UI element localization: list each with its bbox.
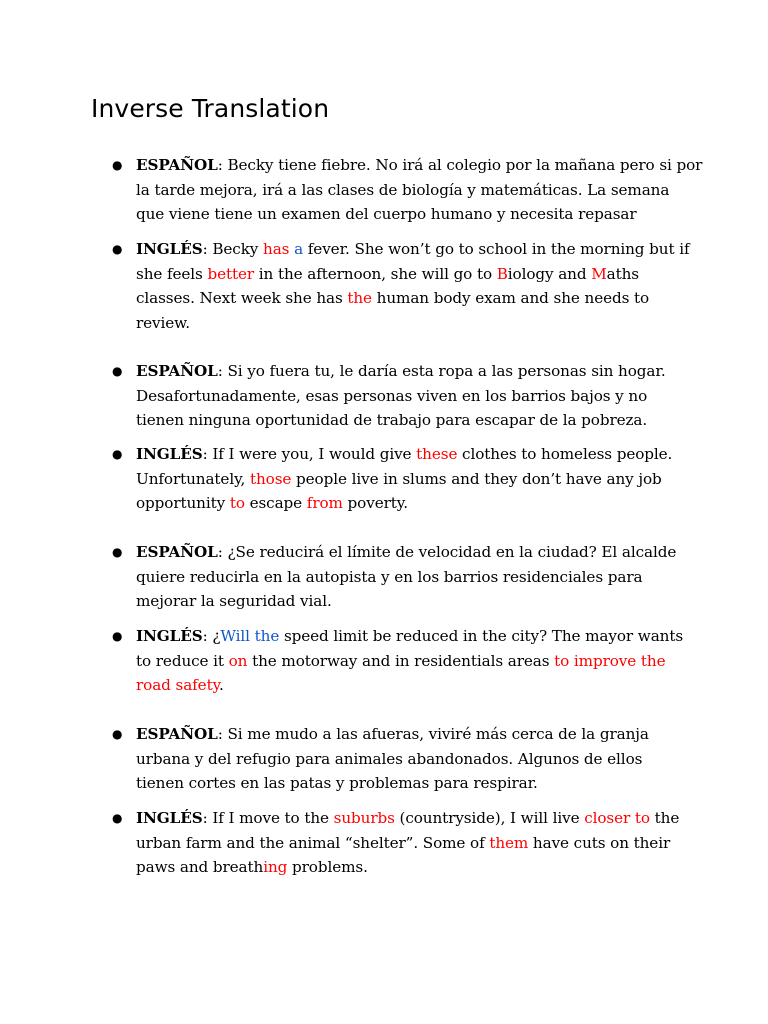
correction-text: a (294, 240, 304, 258)
spanish-item (112, 359, 684, 433)
item-line (136, 237, 690, 262)
correction-text: them (489, 833, 529, 852)
item-line (136, 624, 684, 649)
language-label: ESPAÑOL (136, 156, 218, 174)
correction-text: suburbs (333, 809, 395, 827)
item-line (136, 442, 684, 467)
body-text: Unfortunately, (136, 469, 250, 488)
body-text: to reduce it (136, 651, 229, 670)
english-item (112, 442, 684, 516)
correction-text: on (228, 651, 248, 670)
item-line (136, 540, 684, 565)
body-text: : Si yo fuera tu, le daría esta ropa a las personas sin hogar. (217, 362, 666, 380)
body-text: the motorway and in residentials areas (247, 651, 555, 670)
spanish-item (112, 540, 684, 614)
language-label: ESPAÑOL (136, 362, 218, 380)
item-line (136, 649, 684, 674)
body-text: paws and breath (136, 858, 264, 877)
body-text: clothes to homeless people. (457, 445, 673, 463)
correction-text: has (263, 240, 290, 258)
body-text: . (219, 676, 224, 695)
language-label: INGLÉS (136, 627, 203, 645)
item-line (136, 722, 684, 747)
body-text: fever. She won’t go to school in the morning but if (303, 240, 690, 258)
item-line (136, 202, 684, 227)
correction-text: B (496, 264, 508, 283)
english-item (112, 806, 684, 880)
item-line (136, 771, 684, 796)
language-label: INGLÉS (136, 445, 203, 463)
body-text: escape (244, 494, 307, 513)
bullet-icon: ● (112, 447, 123, 461)
body-text: que viene tiene un examen del cuerpo humano y necesita repasar (136, 205, 637, 224)
correction-text: closer to (584, 809, 650, 827)
correction-text: ing (263, 858, 288, 877)
correction-text: better (207, 264, 255, 283)
language-label: INGLÉS (136, 240, 203, 258)
correction-text: these (416, 445, 458, 463)
bullet-icon: ● (112, 158, 123, 172)
body-text: opportunity (136, 494, 230, 513)
language-label: INGLÉS (136, 809, 203, 827)
body-text: review. (136, 313, 190, 332)
bullet-icon: ● (112, 811, 123, 825)
body-text: : Becky tiene fiebre. No irá al colegio por la mañana pero si por (217, 156, 703, 174)
item-line (136, 467, 684, 492)
body-text: mejorar la seguridad vial. (136, 592, 332, 611)
item-line (136, 178, 684, 203)
body-text: tienen cortes en las patas y problemas para respirar. (136, 774, 538, 793)
body-text: poverty. (342, 494, 408, 513)
item-line (136, 831, 684, 856)
body-text: classes. Next week she has (136, 289, 348, 308)
language-label: ESPAÑOL (136, 543, 218, 561)
body-text: the (649, 809, 680, 827)
item-line (136, 565, 684, 590)
item-line (136, 673, 684, 698)
body-text: : Si me mudo a las afueras, viviré más cerca de la granja (217, 725, 649, 743)
body-text: iology and (507, 264, 592, 283)
bullet-icon: ● (112, 545, 123, 559)
correction-text: from (306, 494, 343, 513)
item-line (136, 855, 684, 880)
correction-text: the (347, 289, 372, 308)
body-text: : If I were you, I would give (202, 445, 417, 463)
bullet-icon: ● (112, 727, 123, 741)
body-text: problems. (287, 858, 368, 877)
body-text: she feels (136, 264, 208, 283)
correction-text: Will the (220, 627, 280, 645)
item-line (136, 408, 684, 433)
body-text: la tarde mejora, irá a las clases de biología y matemáticas. La semana (136, 180, 670, 199)
body-text: quiere reducirla en la autopista y en los barrios residenciales para (136, 567, 643, 586)
correction-text: M (591, 264, 607, 283)
item-line (136, 262, 684, 287)
document-title: Inverse Translation (91, 94, 330, 123)
body-text: Desafortunadamente, esas personas viven en los barrios bajos y no (136, 386, 648, 405)
correction-text: road safety (136, 676, 220, 695)
item-line (136, 589, 684, 614)
body-text: : ¿ (202, 627, 221, 645)
body-text: aths (606, 264, 640, 283)
body-text: (countryside), I will live (394, 809, 585, 827)
correction-text: those (250, 469, 292, 488)
spanish-item (112, 153, 703, 227)
correction-text: to (229, 494, 245, 513)
item-line (136, 747, 684, 772)
item-line (136, 359, 684, 384)
item-line (136, 491, 684, 516)
english-item (112, 624, 684, 698)
item-line (136, 286, 684, 311)
item-line (136, 311, 684, 336)
body-text: in the afternoon, she will go to (254, 264, 497, 283)
body-text: urbana y del refugio para animales abandonados. Algunos de ellos (136, 749, 643, 768)
english-item (112, 237, 690, 335)
body-text: speed limit be reduced in the city? The mayor wants (279, 627, 684, 645)
body-text: : If I move to the (202, 809, 334, 827)
bullet-icon: ● (112, 242, 123, 256)
item-line (136, 384, 684, 409)
item-line (136, 153, 703, 178)
body-text: tienen ninguna oportunidad de trabajo para escapar de la pobreza. (136, 411, 648, 430)
body-text: : Becky (202, 240, 264, 258)
body-text: urban farm and the animal “shelter”. Some of (136, 833, 490, 852)
item-line (136, 806, 684, 831)
spanish-item (112, 722, 684, 796)
correction-text: to improve the (554, 651, 666, 670)
bullet-icon: ● (112, 364, 123, 378)
body-text: human body exam and she needs to (371, 289, 650, 308)
body-text: people live in slums and they don’t have any job (291, 469, 662, 488)
bullet-icon: ● (112, 629, 123, 643)
body-text: : ¿Se reducirá el límite de velocidad en la ciudad? El alcalde (217, 543, 677, 561)
body-text: have cuts on their (528, 833, 671, 852)
language-label: ESPAÑOL (136, 725, 218, 743)
